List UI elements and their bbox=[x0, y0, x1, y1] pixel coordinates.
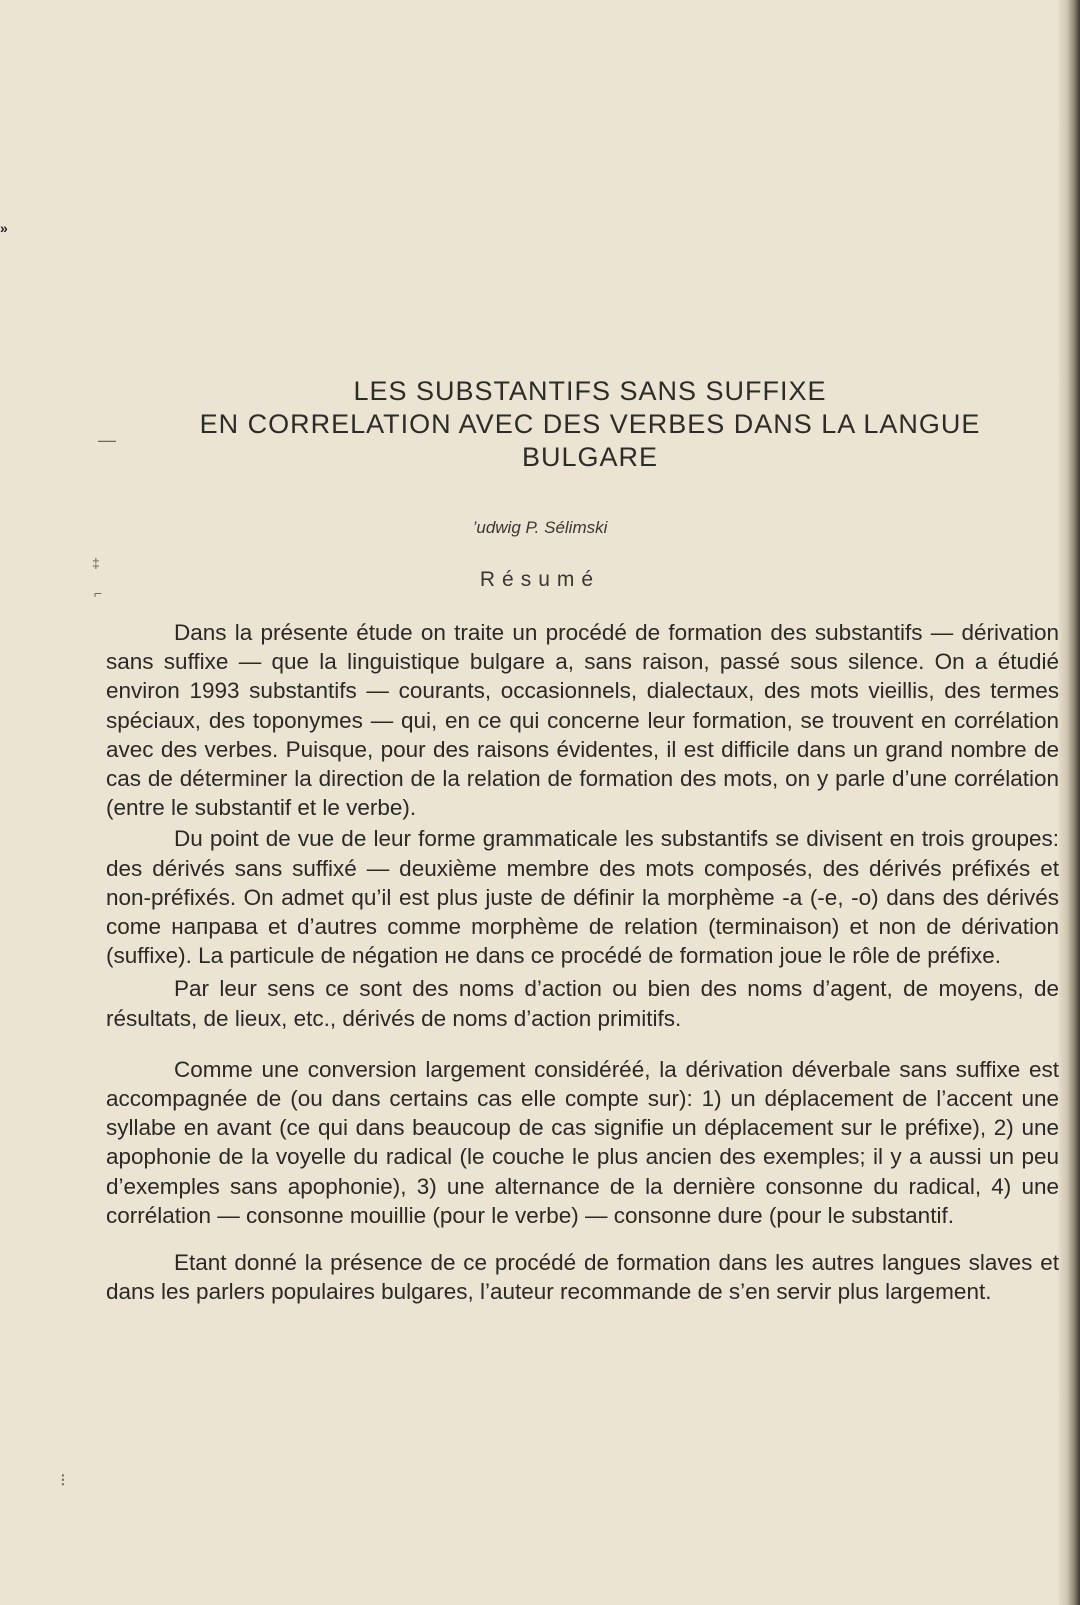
abstract-paragraph: Comme une conversion largement considéréé, la dérivation déverbale sans suffixe est accompagnée de (ou dans certains cas elle compte sur): 1) un déplacement de l’accent une syllabe en avant (ce qui dans beaucoup de cas signifie un déplacement sur le préfixe), 2) une apophonie de la voyelle du radical (le couche le plus ancien des exemples; il y a aussi un peu d’exemples sans apophonie), 3) une alternance de la dernière consonne du radical, 4) une corrélation — consonne mouillie (pour le verbe) — consonne dure (pour le substantif. bbox=[106, 1056, 1059, 1228]
margin-mark: ⁝ bbox=[60, 1470, 66, 1490]
article-title bbox=[140, 375, 1040, 474]
title-line: EN CORRELATION AVEC DES VERBES DANS LA LANGUE bbox=[199, 409, 981, 439]
title-line: BULGARE bbox=[521, 442, 659, 472]
abstract-body bbox=[106, 618, 1059, 1306]
margin-mark: » bbox=[0, 220, 8, 236]
abstract-paragraph: Dans la présente étude on traite un procédé de formation des substantifs — dérivation sans suffixe — que la linguistique bulgare a, sans raison, passé sous silence. On a étudié environ 1993 substantifs — courants, occasionnels, dialectaux, des mots vieillis, des termes spéciaux, des toponymes — qui, en ce qui concerne leur formation, se trouvent en corrélation avec des verbes. Puisque, pour des raisons évidentes, il est difficile dans un grand nombre de cas de déterminer la direction de la relation de formation des mots, on y parle d’une corrélation (entre le substantif et le verbe). bbox=[106, 620, 1059, 821]
margin-mark: ‡ bbox=[92, 555, 100, 571]
section-heading: Résumé bbox=[479, 568, 601, 591]
abstract-paragraph: Etant donné la présence de ce procédé de formation dans les autres langues slaves et dans les parlers populaires bulgares, l’auteur recommande de s’en servir plus largement. bbox=[106, 1250, 1059, 1305]
margin-mark: ⌐ bbox=[94, 585, 103, 601]
title-line: LES SUBSTANTIFS SANS SUFFIXE bbox=[353, 376, 827, 406]
page-edge-shadow bbox=[1058, 0, 1080, 1605]
abstract-paragraph: Du point de vue de leur forme grammaticale les substantifs se divisent en trois groupes: des dérivés sans suffixé — deuxième membre des mots composés, des dérivés préfixés et non-préfixés. On admet qu’il est plus juste de définir la morphème -a (-e, -o) dans des dérivés come напрaвa et d’autres comme morphème de relation (terminaison) et non de dérivation (suffixe). La particule de négation не dans ce procédé de formation joue le rôle de préfixe. bbox=[106, 826, 1059, 969]
author-name: ’udwig P. Sélimski bbox=[472, 518, 608, 537]
abstract-paragraph: Par leur sens ce sont des noms d’action ou bien des noms d’agent, de moyens, de résultats, de lieux, etc., dérivés de noms d’action primitifs. bbox=[106, 976, 1059, 1031]
margin-mark: — bbox=[98, 430, 116, 450]
